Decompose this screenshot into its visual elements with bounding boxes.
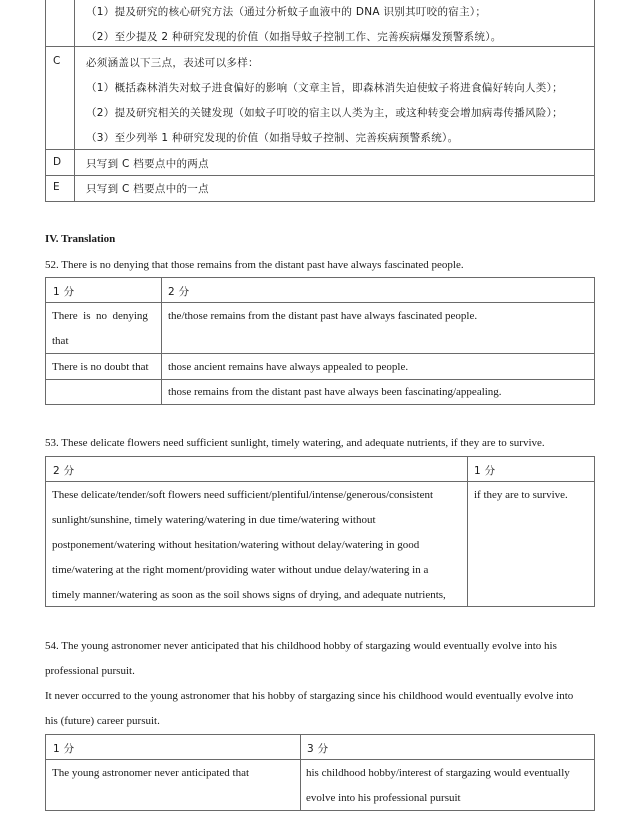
q52-row-divider: [45, 379, 595, 380]
q52-r1-right: the/those remains from the distant past have always fascinated people.: [168, 310, 478, 322]
section-title: IV. Translation: [45, 233, 116, 245]
q53-line-5: timely manner/watering as soon as the soil shows signs of drying, and adequate nutrients,: [52, 589, 446, 601]
q52-head-2: 2 分: [168, 286, 190, 298]
q54-right-b: evolve into his professional pursuit: [306, 792, 461, 804]
q54-left: The young astronomer never anticipated that: [52, 767, 250, 779]
q53-line-2: sunlight/sunshine, timely watering/watering in due time/watering without: [52, 514, 376, 526]
q52-col-divider: [161, 277, 162, 405]
rubric-c-line-2: （1）概括森林消失对蚊子进食偏好的影响（文章主旨，即森林消失迫使蚊子将进食偏好转向人类）；: [86, 82, 563, 94]
rubric-col-divider: [74, 0, 75, 202]
rubric-c-line-1: 必须涵盖以下三点，表述可以多样：: [86, 57, 259, 69]
q52-r2-right: those ancient remains have always appealed to people.: [168, 361, 409, 373]
rubric-b-line-2: （2）至少提及 2 种研究发现的价值（如指导蚊子控制工作、完善疾病爆发预警系统）。: [86, 31, 502, 43]
q53-table: [45, 456, 595, 607]
rubric-d-text: 只写到 C 档要点中的两点: [86, 158, 209, 170]
q54-prompt-a: 54. The young astronomer never anticipated that his childhood hobby of stargazing would eventually evolve into his: [45, 640, 557, 652]
q54-alt-a: It never occurred to the young astronomer that his hobby of stargazing since his childhood would eventually evolve into: [45, 690, 574, 702]
q53-right: if they are to survive.: [474, 489, 568, 501]
rubric-c-line-3: （2）提及研究相关的关键发现（如蚊子叮咬的宿主以人类为主，或这种转变会增加病毒传播风险）；: [86, 107, 563, 119]
q54-row-divider: [45, 759, 595, 760]
rubric-grade-c: C: [53, 55, 61, 67]
q52-row-divider: [45, 302, 595, 303]
q54-head-3: 3 分: [307, 743, 329, 755]
rubric-grade-e: E: [53, 181, 60, 193]
q52-row-divider: [45, 353, 595, 354]
q54-col-divider: [300, 734, 301, 811]
q53-line-4: time/watering at the right moment/providing water without undue delay/watering in a: [52, 564, 429, 576]
rubric-row-divider: [45, 175, 595, 176]
q53-line-1: These delicate/tender/soft flowers need sufficient/plentiful/intense/generous/consistent: [52, 489, 434, 501]
q53-head-2: 2 分: [53, 465, 75, 477]
rubric-row-divider: [45, 46, 595, 47]
q52-r2-left: There is no doubt that: [52, 361, 149, 373]
q54-head-1: 1 分: [53, 743, 75, 755]
q53-row-divider: [45, 481, 595, 482]
q54-alt-b: his (future) career pursuit.: [45, 715, 160, 727]
rubric-e-text: 只写到 C 档要点中的一点: [86, 183, 209, 195]
q52-r3-right: those remains from the distant past have always been fascinating/appealing.: [168, 386, 502, 398]
q54-prompt-b: professional pursuit.: [45, 665, 135, 677]
q53-head-1: 1 分: [474, 465, 496, 477]
q52-head-1: 1 分: [53, 286, 75, 298]
q52-prompt: 52. There is no denying that those remains from the distant past have always fascinated people.: [45, 259, 464, 271]
rubric-grade-d: D: [53, 156, 62, 168]
q53-line-3: postponement/watering without hesitation/watering without delay/watering in good: [52, 539, 420, 551]
q53-prompt: 53. These delicate flowers need sufficient sunlight, timely watering, and adequate nutrients, if they are to survive.: [45, 437, 545, 449]
q54-right-a: his childhood hobby/interest of stargazing would eventually: [306, 767, 570, 779]
q52-r1-left-a: There is no denying: [52, 310, 148, 322]
rubric-b-line-1: （1）提及研究的核心研究方法（通过分析蚊子血液中的 DNA 识别其叮咬的宿主）；: [86, 6, 487, 18]
q53-col-divider: [467, 456, 468, 607]
rubric-c-line-4: （3）至少列举 1 种研究发现的价值（如指导蚊子控制、完善疾病预警系统）。: [86, 132, 459, 144]
rubric-row-divider: [45, 149, 595, 150]
q52-r1-left-b: that: [52, 335, 69, 347]
